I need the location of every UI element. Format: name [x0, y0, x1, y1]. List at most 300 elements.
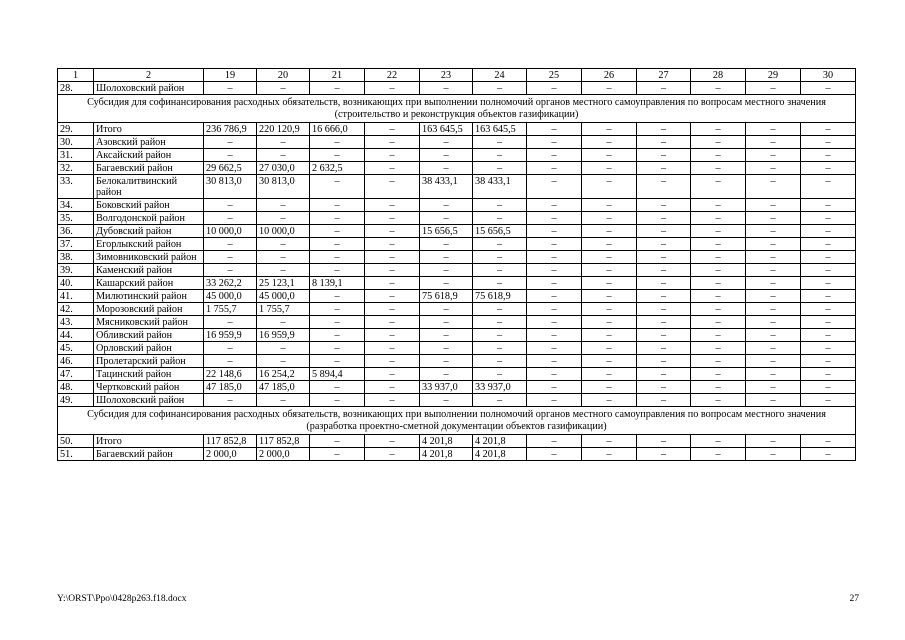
value-cell: –	[691, 212, 746, 225]
document-page	[57, 68, 849, 461]
value-cell: –	[801, 199, 856, 212]
row-number: 41.	[58, 290, 94, 303]
value-cell: 220 120,9	[257, 123, 310, 136]
value-cell: –	[691, 355, 746, 368]
value-cell: –	[746, 448, 801, 461]
value-cell: –	[691, 277, 746, 290]
header-cell: 26	[582, 69, 637, 82]
value-cell: –	[310, 355, 365, 368]
value-cell: 163 645,5	[420, 123, 473, 136]
value-cell: –	[420, 368, 473, 381]
value-cell: –	[691, 448, 746, 461]
value-cell: 30 813,0	[257, 175, 310, 199]
value-cell: –	[801, 368, 856, 381]
value-cell: –	[257, 82, 310, 95]
value-cell: –	[204, 149, 257, 162]
value-cell: –	[582, 394, 637, 407]
value-cell: –	[527, 329, 582, 342]
value-cell: –	[204, 342, 257, 355]
value-cell: –	[746, 149, 801, 162]
value-cell: –	[801, 123, 856, 136]
footer-file-path: Y:\ORST\Ppo\0428p263.f18.docx	[57, 594, 187, 604]
value-cell: –	[473, 368, 527, 381]
value-cell: –	[310, 82, 365, 95]
section-title: Субсидия для софинансирования расходных обязательств, возникающих при выполнении полномочий органов местного самоуправления по вопросам местного значения (разработка проектно-сметной документации объектов газификации)	[58, 407, 856, 435]
section-row	[58, 95, 856, 123]
value-cell: –	[527, 264, 582, 277]
value-cell: –	[746, 238, 801, 251]
value-cell: –	[420, 316, 473, 329]
district-name: Чертковский район	[94, 381, 204, 394]
value-cell: –	[257, 212, 310, 225]
value-cell: –	[691, 123, 746, 136]
value-cell: –	[691, 394, 746, 407]
value-cell: –	[420, 82, 473, 95]
value-cell: –	[257, 316, 310, 329]
value-cell: –	[527, 162, 582, 175]
value-cell: –	[746, 303, 801, 316]
value-cell: 16 666,0	[310, 123, 365, 136]
row-number: 30.	[58, 136, 94, 149]
section-title: Субсидия для софинансирования расходных обязательств, возникающих при выполнении полномочий органов местного самоуправления по вопросам местного значения (строительство и реконструкция объектов газификации)	[58, 95, 856, 123]
value-cell: –	[637, 175, 691, 199]
table-row	[58, 448, 856, 461]
value-cell: –	[420, 212, 473, 225]
table-row	[58, 277, 856, 290]
value-cell: –	[582, 435, 637, 448]
value-cell: –	[365, 303, 420, 316]
value-cell: –	[801, 251, 856, 264]
header-cell: 19	[204, 69, 257, 82]
value-cell: 38 433,1	[420, 175, 473, 199]
table-row	[58, 251, 856, 264]
value-cell: –	[801, 290, 856, 303]
value-cell: –	[310, 329, 365, 342]
value-cell: –	[310, 290, 365, 303]
value-cell: –	[204, 394, 257, 407]
value-cell: –	[801, 329, 856, 342]
value-cell: 75 618,9	[420, 290, 473, 303]
table-row	[58, 342, 856, 355]
header-cell: 24	[473, 69, 527, 82]
value-cell: –	[527, 82, 582, 95]
value-cell: –	[420, 199, 473, 212]
value-cell: –	[746, 290, 801, 303]
value-cell: –	[257, 136, 310, 149]
value-cell: –	[746, 381, 801, 394]
value-cell: –	[801, 381, 856, 394]
value-cell: –	[746, 394, 801, 407]
value-cell: –	[310, 136, 365, 149]
district-name: Багаевский район	[94, 162, 204, 175]
value-cell: –	[365, 290, 420, 303]
value-cell: –	[257, 264, 310, 277]
value-cell: –	[582, 381, 637, 394]
district-name: Волгодонской район	[94, 212, 204, 225]
value-cell: –	[746, 175, 801, 199]
value-cell: –	[582, 225, 637, 238]
value-cell: –	[365, 82, 420, 95]
value-cell: –	[801, 149, 856, 162]
value-cell: –	[637, 329, 691, 342]
value-cell: 33 937,0	[473, 381, 527, 394]
value-cell: –	[746, 199, 801, 212]
value-cell: –	[420, 149, 473, 162]
value-cell: –	[527, 303, 582, 316]
value-cell: 45 000,0	[204, 290, 257, 303]
value-cell: –	[257, 251, 310, 264]
row-number: 51.	[58, 448, 94, 461]
table-row	[58, 162, 856, 175]
value-cell: 236 786,9	[204, 123, 257, 136]
value-cell: –	[310, 381, 365, 394]
value-cell: –	[801, 264, 856, 277]
value-cell: 45 000,0	[257, 290, 310, 303]
value-cell: –	[582, 290, 637, 303]
header-cell: 30	[801, 69, 856, 82]
value-cell: 15 656,5	[473, 225, 527, 238]
table-row	[58, 149, 856, 162]
value-cell: –	[801, 277, 856, 290]
district-name: Белокалитвинский район	[94, 175, 204, 199]
value-cell: –	[473, 136, 527, 149]
value-cell: –	[637, 238, 691, 251]
value-cell: –	[637, 303, 691, 316]
value-cell: –	[204, 355, 257, 368]
value-cell: 47 185,0	[204, 381, 257, 394]
value-cell: –	[310, 435, 365, 448]
value-cell: –	[310, 251, 365, 264]
value-cell: –	[801, 212, 856, 225]
table-row	[58, 123, 856, 136]
value-cell: –	[420, 136, 473, 149]
value-cell: –	[365, 225, 420, 238]
value-cell: –	[527, 225, 582, 238]
district-name: Милютинский район	[94, 290, 204, 303]
table-row	[58, 381, 856, 394]
value-cell: –	[365, 381, 420, 394]
value-cell: –	[473, 162, 527, 175]
value-cell: –	[527, 277, 582, 290]
value-cell: –	[257, 199, 310, 212]
value-cell: 25 123,1	[257, 277, 310, 290]
value-cell: –	[746, 355, 801, 368]
value-cell: –	[582, 303, 637, 316]
value-cell: –	[365, 175, 420, 199]
row-number: 44.	[58, 329, 94, 342]
value-cell: –	[746, 251, 801, 264]
value-cell: 4 201,8	[473, 435, 527, 448]
value-cell: –	[204, 264, 257, 277]
value-cell: –	[582, 199, 637, 212]
district-name: Азовский район	[94, 136, 204, 149]
value-cell: –	[420, 303, 473, 316]
value-cell: –	[420, 251, 473, 264]
value-cell: –	[801, 175, 856, 199]
table-row	[58, 316, 856, 329]
value-cell: –	[691, 316, 746, 329]
value-cell: –	[582, 162, 637, 175]
district-name: Орловский район	[94, 342, 204, 355]
value-cell: –	[365, 342, 420, 355]
value-cell: –	[473, 342, 527, 355]
row-number: 46.	[58, 355, 94, 368]
value-cell: –	[637, 136, 691, 149]
row-number: 32.	[58, 162, 94, 175]
value-cell: –	[420, 277, 473, 290]
value-cell: 2 000,0	[204, 448, 257, 461]
district-name: Дубовский район	[94, 225, 204, 238]
value-cell: –	[473, 149, 527, 162]
district-name: Обливский район	[94, 329, 204, 342]
row-number: 36.	[58, 225, 94, 238]
value-cell: 47 185,0	[257, 381, 310, 394]
value-cell: –	[691, 149, 746, 162]
value-cell: –	[204, 316, 257, 329]
value-cell: 15 656,5	[420, 225, 473, 238]
row-number: 45.	[58, 342, 94, 355]
row-number: 34.	[58, 199, 94, 212]
value-cell: –	[420, 238, 473, 251]
value-cell: 16 959,9	[257, 329, 310, 342]
value-cell: –	[204, 199, 257, 212]
row-number: 49.	[58, 394, 94, 407]
value-cell: 5 894,4	[310, 368, 365, 381]
value-cell: –	[365, 316, 420, 329]
value-cell: 38 433,1	[473, 175, 527, 199]
value-cell: –	[365, 162, 420, 175]
value-cell: –	[365, 264, 420, 277]
value-cell: –	[527, 342, 582, 355]
value-cell: –	[420, 162, 473, 175]
value-cell: 29 662,5	[204, 162, 257, 175]
value-cell: –	[527, 290, 582, 303]
value-cell: –	[801, 303, 856, 316]
header-cell: 27	[637, 69, 691, 82]
value-cell: –	[527, 448, 582, 461]
value-cell: 117 852,8	[204, 435, 257, 448]
value-cell: 117 852,8	[257, 435, 310, 448]
value-cell: –	[691, 264, 746, 277]
value-cell: 4 201,8	[420, 448, 473, 461]
value-cell: –	[746, 225, 801, 238]
header-cell: 22	[365, 69, 420, 82]
row-number: 37.	[58, 238, 94, 251]
row-number: 33.	[58, 175, 94, 199]
table-row	[58, 212, 856, 225]
value-cell: –	[691, 82, 746, 95]
section-row	[58, 407, 856, 435]
value-cell: –	[365, 251, 420, 264]
value-cell: –	[637, 162, 691, 175]
value-cell: –	[801, 162, 856, 175]
district-name: Итого	[94, 435, 204, 448]
row-number: 38.	[58, 251, 94, 264]
value-cell: –	[204, 238, 257, 251]
value-cell: –	[473, 277, 527, 290]
value-cell: –	[637, 290, 691, 303]
value-cell: –	[365, 368, 420, 381]
district-name: Шолоховский район	[94, 394, 204, 407]
value-cell: –	[637, 394, 691, 407]
table-row	[58, 435, 856, 448]
value-cell: –	[527, 238, 582, 251]
value-cell: 4 201,8	[473, 448, 527, 461]
value-cell: –	[365, 394, 420, 407]
district-name: Мясниковский район	[94, 316, 204, 329]
row-number: 31.	[58, 149, 94, 162]
value-cell: –	[365, 136, 420, 149]
value-cell: 10 000,0	[204, 225, 257, 238]
value-cell: –	[637, 212, 691, 225]
value-cell: –	[420, 355, 473, 368]
table-row	[58, 394, 856, 407]
value-cell: 33 937,0	[420, 381, 473, 394]
value-cell: –	[527, 136, 582, 149]
value-cell: –	[637, 264, 691, 277]
table-row	[58, 199, 856, 212]
value-cell: –	[420, 394, 473, 407]
value-cell: –	[746, 82, 801, 95]
value-cell: –	[473, 329, 527, 342]
value-cell: –	[801, 394, 856, 407]
value-cell: –	[310, 199, 365, 212]
district-name: Шолоховский район	[94, 82, 204, 95]
district-name: Тацинский район	[94, 368, 204, 381]
value-cell: –	[473, 394, 527, 407]
header-cell: 2	[94, 69, 204, 82]
header-cell: 25	[527, 69, 582, 82]
row-number: 48.	[58, 381, 94, 394]
value-cell: –	[746, 162, 801, 175]
value-cell: –	[637, 368, 691, 381]
value-cell: –	[582, 329, 637, 342]
header-cell: 29	[746, 69, 801, 82]
value-cell: –	[691, 175, 746, 199]
value-cell: –	[691, 303, 746, 316]
value-cell: –	[637, 435, 691, 448]
value-cell: –	[746, 264, 801, 277]
value-cell: –	[801, 448, 856, 461]
district-name: Морозовский район	[94, 303, 204, 316]
value-cell: –	[310, 394, 365, 407]
value-cell: –	[527, 368, 582, 381]
value-cell: –	[691, 199, 746, 212]
value-cell: –	[204, 251, 257, 264]
value-cell: –	[746, 368, 801, 381]
value-cell: 2 000,0	[257, 448, 310, 461]
value-cell: 27 030,0	[257, 162, 310, 175]
district-name: Егорлыкский район	[94, 238, 204, 251]
value-cell: –	[204, 212, 257, 225]
value-cell: –	[746, 212, 801, 225]
value-cell: –	[746, 123, 801, 136]
table-row	[58, 175, 856, 199]
value-cell: –	[310, 264, 365, 277]
value-cell: –	[365, 212, 420, 225]
value-cell: –	[365, 123, 420, 136]
value-cell: –	[473, 82, 527, 95]
header-cell: 1	[58, 69, 94, 82]
value-cell: –	[582, 368, 637, 381]
value-cell: –	[801, 136, 856, 149]
value-cell: –	[365, 435, 420, 448]
district-name: Каменский район	[94, 264, 204, 277]
value-cell: –	[801, 225, 856, 238]
value-cell: –	[691, 329, 746, 342]
district-name: Пролетарский район	[94, 355, 204, 368]
value-cell: 30 813,0	[204, 175, 257, 199]
value-cell: 163 645,5	[473, 123, 527, 136]
value-cell: –	[691, 251, 746, 264]
value-cell: –	[473, 355, 527, 368]
value-cell: –	[637, 123, 691, 136]
value-cell: –	[637, 355, 691, 368]
value-cell: –	[473, 303, 527, 316]
value-cell: –	[204, 82, 257, 95]
value-cell: –	[310, 175, 365, 199]
value-cell: –	[691, 381, 746, 394]
value-cell: –	[582, 355, 637, 368]
value-cell: –	[746, 316, 801, 329]
table-row	[58, 136, 856, 149]
value-cell: –	[257, 238, 310, 251]
value-cell: –	[801, 342, 856, 355]
value-cell: –	[637, 251, 691, 264]
district-name: Аксайский район	[94, 149, 204, 162]
table-row	[58, 238, 856, 251]
value-cell: –	[801, 82, 856, 95]
value-cell: –	[310, 225, 365, 238]
table-row	[58, 264, 856, 277]
value-cell: –	[420, 329, 473, 342]
value-cell: –	[527, 212, 582, 225]
district-name: Итого	[94, 123, 204, 136]
value-cell: 2 632,5	[310, 162, 365, 175]
value-cell: –	[582, 136, 637, 149]
value-cell: –	[420, 342, 473, 355]
district-name: Боковский район	[94, 199, 204, 212]
value-cell: –	[582, 251, 637, 264]
district-name: Зимовниковский район	[94, 251, 204, 264]
value-cell: –	[637, 316, 691, 329]
header-row	[58, 69, 856, 82]
value-cell: –	[746, 277, 801, 290]
value-cell: –	[527, 381, 582, 394]
header-cell: 23	[420, 69, 473, 82]
value-cell: –	[257, 355, 310, 368]
value-cell: –	[310, 448, 365, 461]
value-cell: –	[310, 316, 365, 329]
value-cell: 16 254,2	[257, 368, 310, 381]
value-cell: –	[691, 136, 746, 149]
row-number: 29.	[58, 123, 94, 136]
value-cell: –	[257, 342, 310, 355]
value-cell: 1 755,7	[257, 303, 310, 316]
value-cell: –	[257, 149, 310, 162]
value-cell: –	[527, 316, 582, 329]
value-cell: 10 000,0	[257, 225, 310, 238]
value-cell: –	[582, 149, 637, 162]
value-cell: –	[801, 238, 856, 251]
value-cell: –	[582, 238, 637, 251]
value-cell: –	[204, 136, 257, 149]
table-row	[58, 290, 856, 303]
table-row	[58, 368, 856, 381]
value-cell: –	[637, 199, 691, 212]
value-cell: –	[257, 394, 310, 407]
row-number: 35.	[58, 212, 94, 225]
